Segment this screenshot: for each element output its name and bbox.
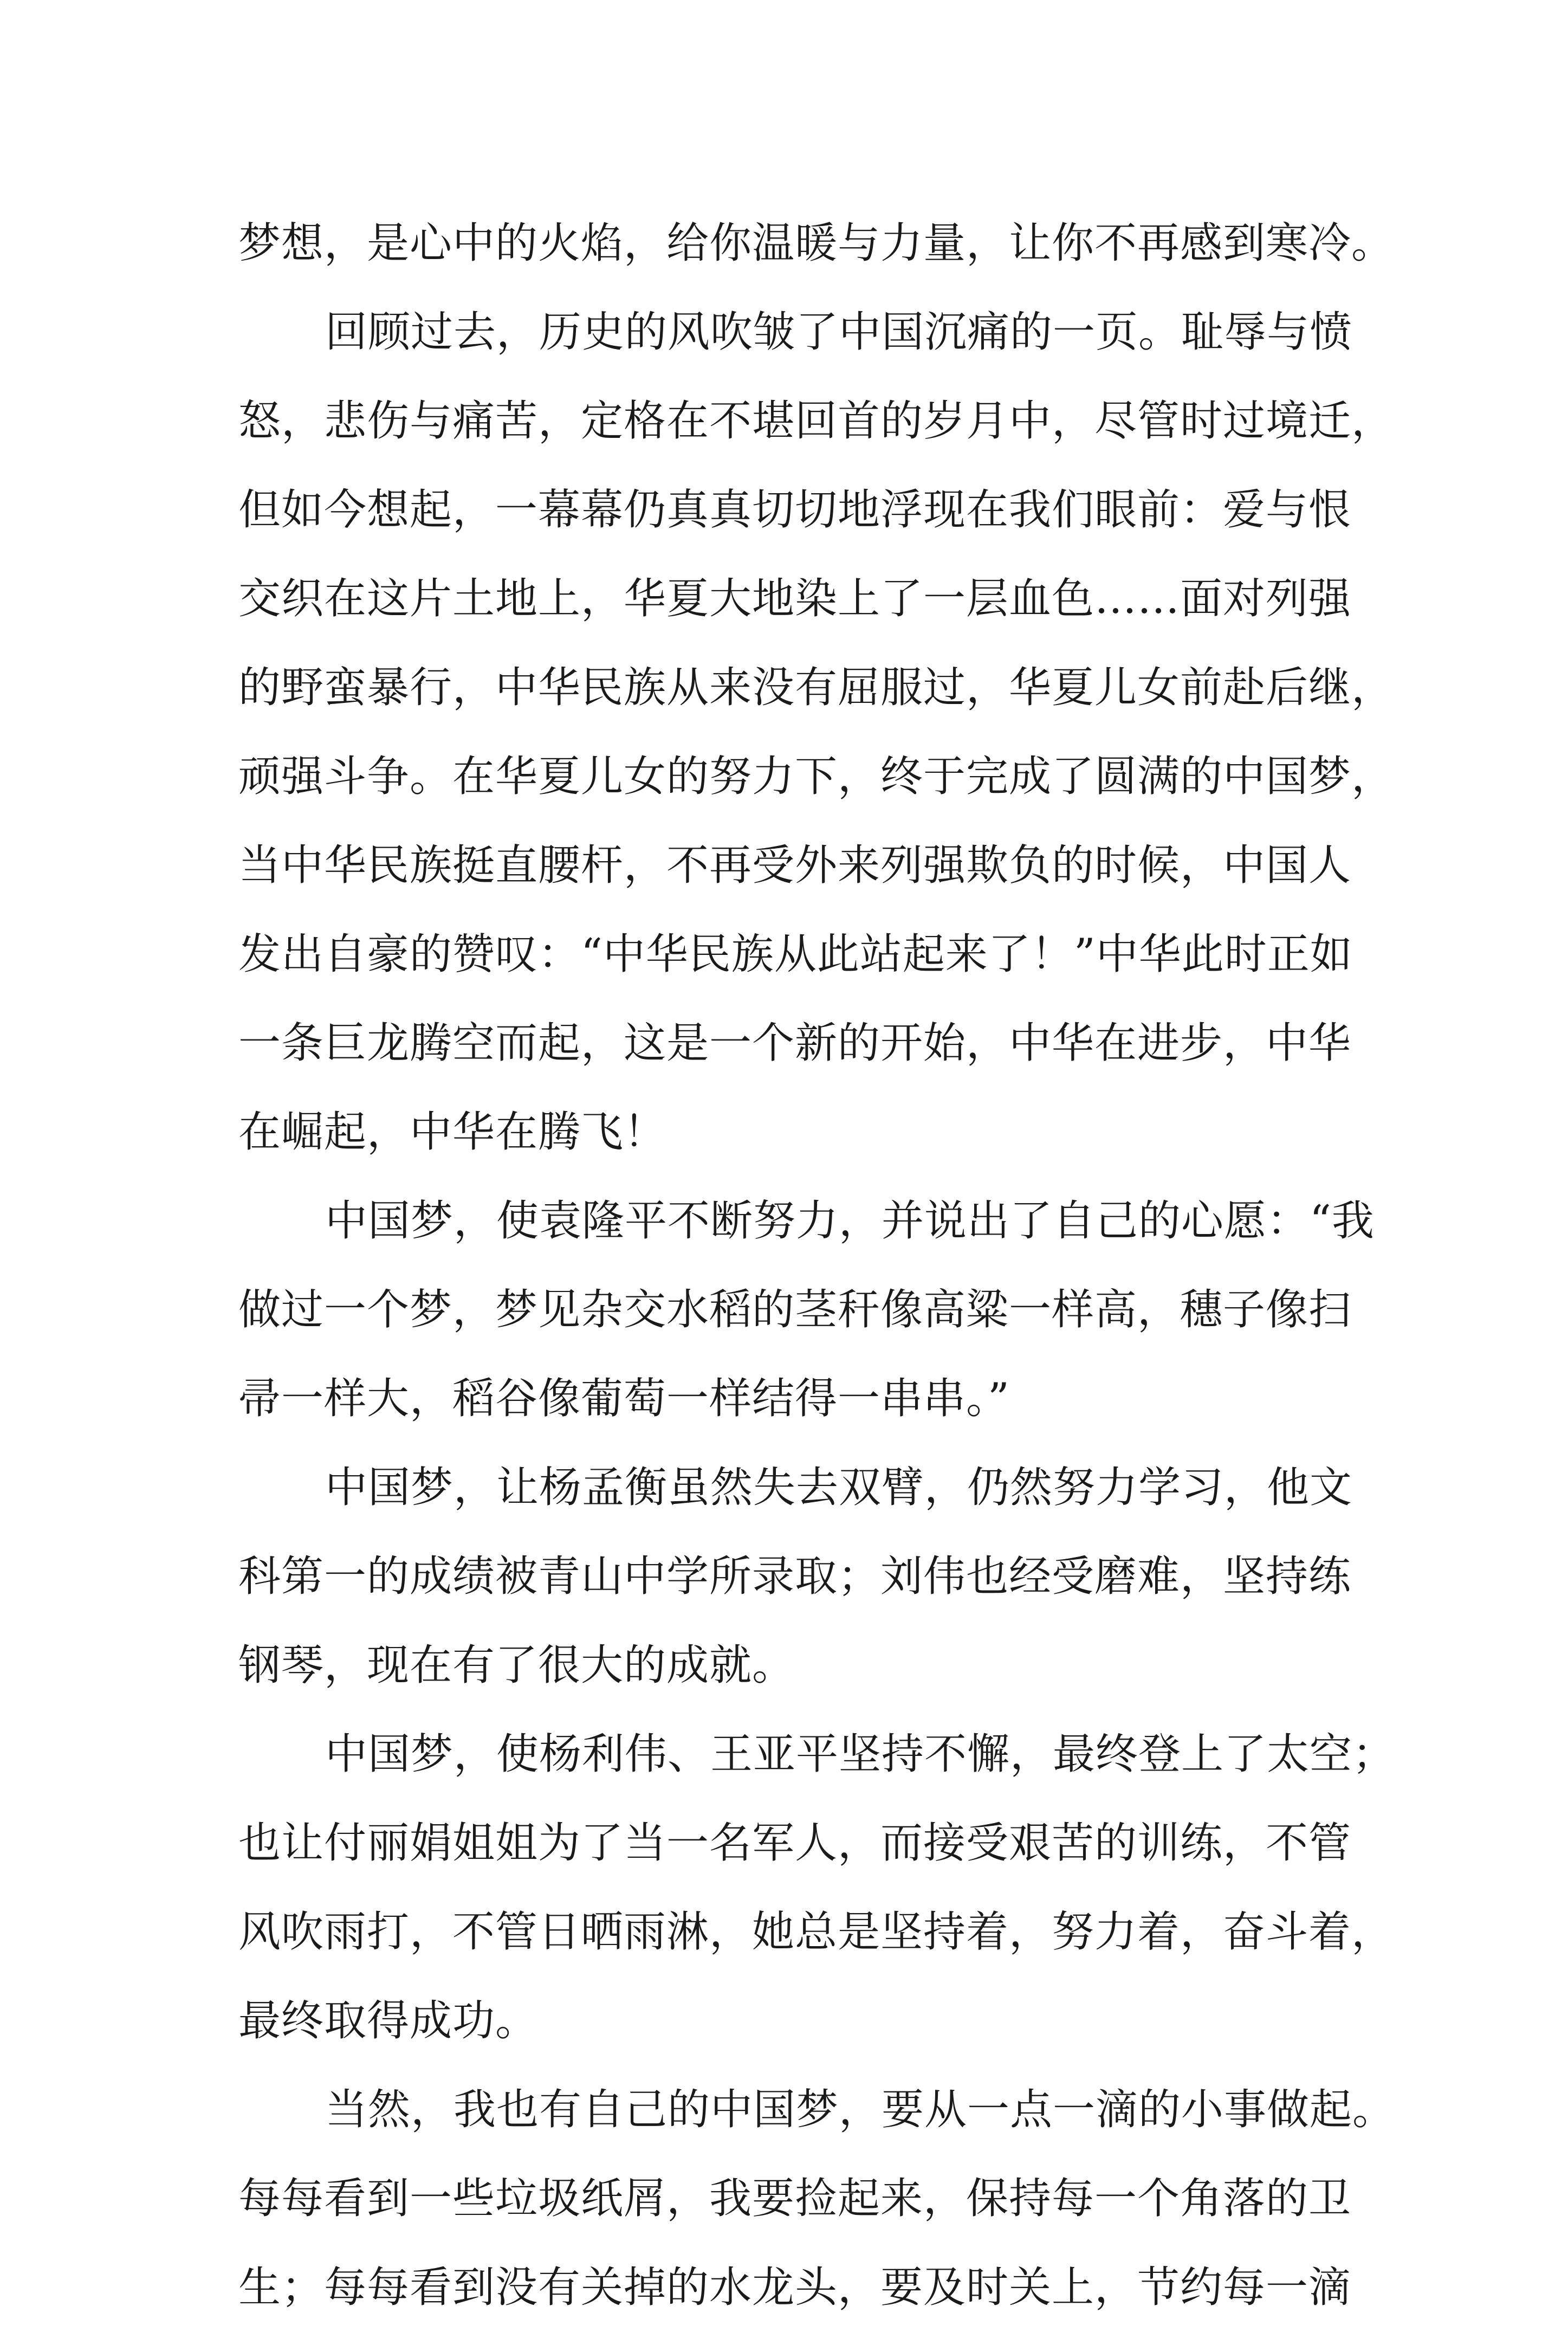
paragraph-2-line-8: 发出自豪的赞叹：“中华民族从此站起来了！”中华此时正如: [238, 930, 1353, 979]
paragraph-2-line-6: 顽强斗争。在华夏儿女的努力下，终于完成了圆满的中国梦，: [238, 752, 1395, 801]
paragraph-6-line-2: 每每看到一些垃圾纸屑，我要捡起来，保持每一个角落的卫: [238, 2174, 1352, 2223]
paragraph-5-line-3: 风吹雨打，不管日晒雨淋，她总是坚持着，努力着，奋斗着，: [238, 1908, 1395, 1956]
paragraph-1-line-1: 梦想，是心中的火焰，给你温暖与力量，让你不再感到寒冷。: [238, 219, 1395, 268]
paragraph-2-line-7: 当中华民族挺直腰杆，不再受外来列强欺负的时候，中国人: [238, 841, 1352, 890]
paragraph-5-line-2: 也让付丽娟姐姐为了当一名军人，而接受艰苦的训练，不管: [238, 1819, 1352, 1868]
paragraph-4-line-1: 中国梦，让杨孟衡虽然失去双臂，仍然努力学习，他文: [325, 1463, 1353, 1512]
paragraph-2-line-4: 交织在这片土地上，华夏大地染上了一层血色……面对列强: [238, 574, 1352, 623]
paragraph-3-line-2: 做过一个梦，梦见杂交水稻的茎秆像高粱一样高，穗子像扫: [238, 1285, 1352, 1334]
paragraph-2-line-3: 但如今想起，一幕幕仍真真切切地浮现在我们眼前：爱与恨: [238, 486, 1352, 534]
paragraph-3-line-3: 帚一样大，稻谷像葡萄一样结得一串串。”: [238, 1374, 1010, 1423]
paragraph-2-line-1: 回顾过去，历史的风吹皱了中国沉痛的一页。耻辱与愤: [325, 308, 1353, 357]
paragraph-2-line-5: 的野蛮暴行，中华民族从来没有屈服过，华夏儿女前赴后继，: [238, 663, 1395, 712]
paragraph-4-line-3: 钢琴，现在有了很大的成就。: [238, 1641, 795, 1690]
paragraph-6-line-3: 生；每每看到没有关掉的水龙头，要及时关上，节约每一滴: [238, 2263, 1352, 2312]
document-body: [238, 199, 1396, 2332]
paragraph-2-line-2: 怒，悲伤与痛苦，定格在不堪回首的岁月中，尽管时过境迁，: [238, 397, 1395, 445]
paragraph-3-line-1: 中国梦，使袁隆平不断努力，并说出了自己的心愿：“我: [325, 1197, 1375, 1245]
paragraph-2-line-9: 一条巨龙腾空而起，这是一个新的开始，中华在进步，中华: [238, 1019, 1352, 1068]
paragraph-2-line-10: 在崛起，中华在腾飞！: [238, 1108, 667, 1157]
paragraph-6-line-1: 当然，我也有自己的中国梦，要从一点一滴的小事做起。: [325, 2085, 1396, 2134]
paragraph-5-line-1: 中国梦，使杨利伟、王亚平坚持不懈，最终登上了太空；: [325, 1730, 1396, 1779]
paragraph-5-line-4: 最终取得成功。: [238, 1997, 539, 2045]
paragraph-4-line-2: 科第一的成绩被青山中学所录取；刘伟也经受磨难，坚持练: [238, 1552, 1352, 1601]
